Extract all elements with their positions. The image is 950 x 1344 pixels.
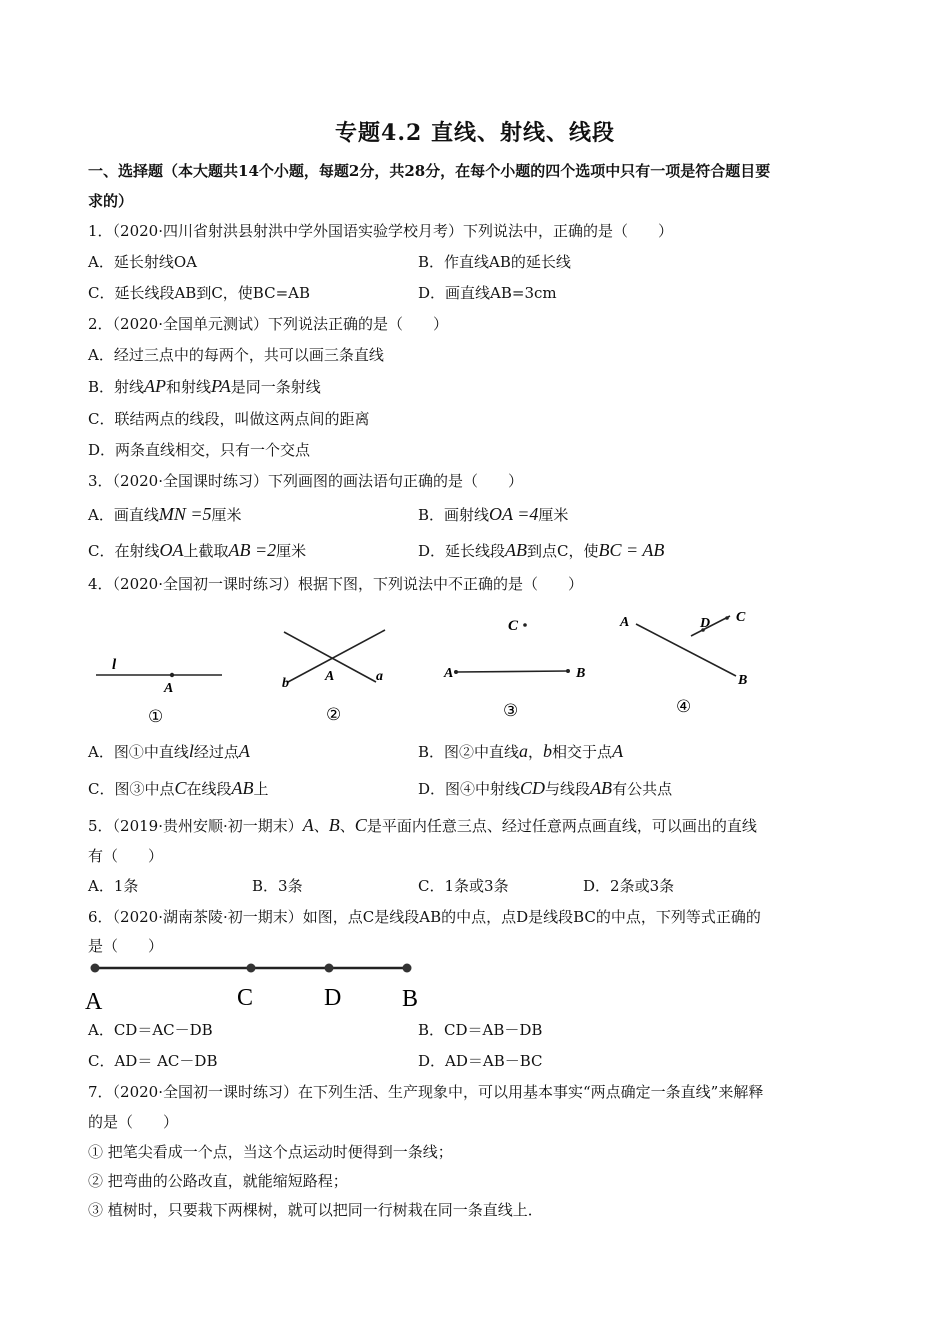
q4-b-math-point: A	[612, 741, 624, 761]
q4-figure-4	[619, 610, 747, 716]
q4-d-suffix: 有公共点	[612, 780, 673, 798]
q5-option-b: B．3条	[252, 877, 303, 895]
fig3-label-a: A	[444, 666, 454, 681]
q3-d-math-bc: BC	[598, 540, 622, 560]
q6-label-c: C	[237, 985, 254, 1011]
q6-option-d: D．AD＝AB－BC	[418, 1052, 543, 1070]
q3-option-b	[418, 503, 568, 526]
q4-d-prefix: D．图④中射线	[418, 780, 521, 798]
q4-a-prefix: A．图①中直线	[88, 743, 189, 761]
q7-stem-line2: 的是（ ）	[88, 1113, 179, 1131]
q3-c-middle: 上截取	[183, 542, 229, 560]
q1-option-c: C．延长线段AB到C，使BC=AB	[88, 284, 311, 302]
q2-b-suffix: 是同一条射线	[230, 378, 321, 396]
section-heading-line2: 求的）	[88, 192, 134, 210]
fig2-label-b: b	[282, 676, 289, 691]
q4-stem: 4．（2020·全国初一课时练习）根据下图，下列说法中不正确的是（ ）	[88, 575, 583, 593]
q5-stem-suffix: 是平面内任意三点、经过任意两点画直线，可以画出的直线	[366, 817, 757, 835]
q3-c-eq: =2	[250, 540, 277, 560]
q5-sep1: 、	[313, 817, 329, 835]
fig2-label-a-point: A	[325, 669, 335, 684]
q7-stem-line1: 7．（2020·全国初一课时练习）在下列生活、生产现象中，可以用基本事实“两点确定一条直线”来解释	[88, 1083, 764, 1101]
q3-d-eq: =	[621, 540, 643, 560]
fig1-point-a	[170, 673, 174, 677]
q3-a-suffix: 厘米	[211, 506, 242, 524]
q4-b-middle: 相交于点	[552, 743, 613, 761]
fig2-line-b	[288, 630, 385, 682]
q4-a-math-l: l	[188, 741, 194, 761]
q4-b-math-a: a	[519, 741, 529, 761]
q4-b-prefix: B．图②中直线	[418, 743, 520, 761]
q4-a-math-a: A	[238, 741, 250, 761]
q6-point-b	[403, 964, 412, 973]
q4-c-math-c: C	[174, 778, 187, 798]
fig3-label-c: C	[508, 618, 519, 634]
fig4-segment-ab	[636, 624, 736, 676]
fig4-ray-cd	[691, 616, 730, 636]
q6-label-d: D	[324, 985, 342, 1011]
fig4-label-b: B	[738, 673, 748, 688]
fig1-number: ①	[148, 707, 164, 726]
fig4-point-c	[725, 616, 729, 620]
q3-a-eq: =5	[185, 504, 212, 524]
q3-d-middle: 到点C，使	[527, 542, 599, 560]
q6-label-a: A	[85, 989, 103, 1015]
q4-c-prefix: C．图③中点	[88, 780, 175, 798]
q5-math-c: C	[354, 815, 367, 835]
fig3-label-b: B	[576, 666, 586, 681]
q4-option-d	[418, 777, 672, 800]
q2-stem: 2．（2020·全国单元测试）下列说法正确的是（ ）	[88, 315, 448, 333]
q3-c-suffix: 厘米	[276, 542, 307, 560]
q6-option-b: B．CD＝AB－DB	[418, 1021, 543, 1039]
q2-b-middle: 和射线	[166, 378, 212, 396]
q3-d-prefix: D．延长线段	[418, 542, 506, 560]
q4-c-math-ab: AB	[231, 778, 254, 798]
q6-point-c	[247, 964, 256, 973]
q3-a-prefix: A．画直线	[88, 506, 159, 524]
q6-option-a: A．CD＝AC－DB	[88, 1021, 213, 1039]
q6-figure	[80, 955, 440, 1017]
fig4-number: ④	[676, 697, 692, 716]
q4-option-a	[88, 740, 250, 763]
q2-option-c: C．联结两点的线段，叫做这两点间的距离	[88, 410, 370, 428]
q6-point-d	[325, 964, 334, 973]
q5-option-c: C．1条或3条	[418, 877, 509, 895]
q3-d-math-ab2: AB	[642, 540, 665, 560]
q6-stem-line1: 6．（2020·湖南茶陵·初一期末）如图，点C是线段AB的中点，点D是线段BC的中点，下列等式正确的	[88, 908, 761, 926]
q5-math-b: B	[328, 815, 340, 835]
q2-option-a: A．经过三点中的每两个，共可以画三条直线	[88, 346, 384, 364]
q7-item-2: ② 把弯曲的公路改直，就能缩短路程；	[88, 1172, 348, 1190]
q3-b-prefix: B．画射线	[418, 506, 490, 524]
fig3-point-b	[566, 669, 570, 673]
fig2-number: ②	[326, 705, 342, 724]
fig4-label-d: D	[700, 616, 711, 631]
q4-figure-1	[96, 657, 222, 726]
q5-math-a: A	[302, 815, 314, 835]
q4-c-suffix: 上	[253, 780, 269, 798]
q7-item-1: ① 把笔尖看成一个点，当这个点运动时便得到一条线；	[88, 1143, 453, 1161]
q4-option-b	[418, 740, 623, 763]
q3-d-math-ab: AB	[505, 540, 528, 560]
q5-sep2: 、	[339, 817, 355, 835]
page-title: 专题4.2 直线、射线、线段	[335, 120, 615, 146]
q3-b-eq: =4	[512, 504, 539, 524]
q3-c-prefix: C．在射线	[88, 542, 160, 560]
q5-option-a: A．1条	[88, 877, 139, 895]
q3-b-suffix: 厘米	[538, 506, 569, 524]
fig3-number: ③	[503, 701, 519, 720]
q3-c-math-ab: AB	[228, 540, 251, 560]
q2-option-d: D．两条直线相交，只有一个交点	[88, 441, 311, 459]
q4-figures	[0, 600, 950, 730]
q4-figure-3	[443, 618, 585, 720]
q3-option-c	[88, 539, 306, 562]
q5-stem	[88, 814, 757, 837]
q4-b-math-b: b	[543, 741, 553, 761]
fig3-point-a	[454, 670, 458, 674]
q4-d-math-cd: CD	[520, 778, 546, 798]
q6-option-c: C．AD＝ AC－DB	[88, 1052, 218, 1070]
fig3-point-c	[523, 623, 527, 627]
q4-option-c	[88, 777, 269, 800]
q3-option-a	[88, 503, 242, 526]
q3-b-math: OA	[489, 504, 513, 524]
q6-label-b: B	[402, 986, 419, 1012]
q1-option-b: B．作直线AB的延长线	[418, 253, 571, 271]
q1-stem: 1．（2020·四川省射洪县射洪中学外国语实验学校月考）下列说法中，正确的是（ ）	[88, 222, 673, 240]
q5-stem-prefix: 5．（2019·贵州安顺·初一期末）	[88, 817, 303, 835]
q5-stem-line2: 有（ ）	[88, 847, 164, 865]
q2-option-b	[88, 375, 321, 398]
q4-d-math-ab: AB	[590, 778, 613, 798]
q7-item-3: ③ 植树时，只要栽下两棵树，就可以把同一行树栽在同一条直线上．	[88, 1201, 543, 1219]
q4-b-separator: ，	[528, 743, 544, 761]
q2-b-math-pa: PA	[211, 376, 231, 396]
fig4-label-a: A	[620, 615, 630, 630]
q4-figure-2	[282, 630, 385, 724]
q1-option-a: A．延长射线OA	[88, 253, 197, 271]
q4-a-middle: 经过点	[193, 743, 239, 761]
fig1-label-l: l	[112, 657, 117, 673]
q6-point-a	[91, 964, 100, 973]
fig1-label-a: A	[164, 681, 174, 696]
q4-d-middle: 与线段	[545, 780, 591, 798]
q2-b-prefix: B．射线	[88, 378, 145, 396]
q1-option-d: D．画直线AB=3cm	[418, 284, 557, 302]
q3-a-math: MN	[158, 504, 186, 524]
q5-option-d: D．2条或3条	[583, 877, 675, 895]
q3-c-math-oa: OA	[159, 540, 184, 560]
fig2-label-a-line: a	[376, 669, 383, 684]
section-heading-line1: 一、选择题（本大题共14个小题，每题2分，共28分，在每个小题的四个选项中只有一项是符合题目要	[88, 162, 771, 180]
q3-option-d	[418, 539, 664, 562]
fig3-segment-ab	[456, 671, 568, 672]
q2-b-math-ap: AP	[144, 376, 167, 396]
q6-stem-line2: 是（ ）	[88, 937, 164, 955]
q4-c-middle: 在线段	[186, 780, 232, 798]
q3-stem: 3．（2020·全国课时练习）下列画图的画法语句正确的是（ ）	[88, 472, 523, 490]
fig4-label-c: C	[736, 610, 746, 625]
